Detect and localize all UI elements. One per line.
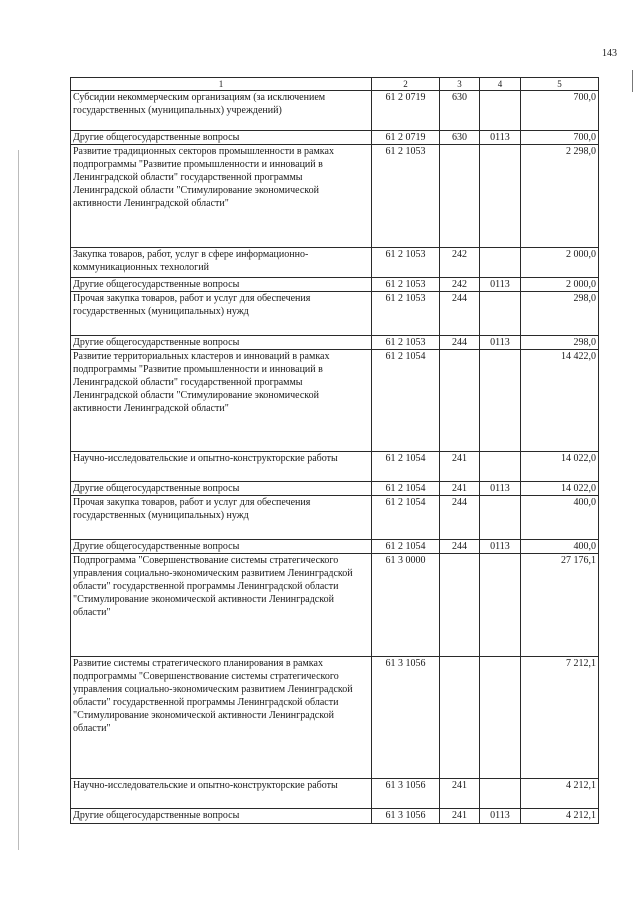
cell-sum: 2 000,0 (521, 248, 599, 278)
table-row (71, 91, 599, 131)
cell-csr: 61 3 1056 (372, 657, 440, 779)
cell-vr: 242 (440, 278, 480, 292)
header-col-2: 2 (372, 78, 440, 91)
cell-csr: 61 2 1054 (372, 540, 440, 554)
page-number: 143 (602, 48, 617, 59)
cell-rz: 0113 (480, 809, 521, 824)
table-row (71, 657, 599, 779)
cell-csr: 61 3 0000 (372, 554, 440, 657)
budget-table (70, 77, 599, 824)
header-col-3: 3 (440, 78, 480, 91)
cell-name: Другие общегосударственные вопросы (71, 131, 372, 145)
cell-rz (480, 145, 521, 248)
cell-name: Прочая закупка товаров, работ и услуг для обеспечения государственных (муниципальных) нужд (71, 496, 372, 540)
cell-name: Другие общегосударственные вопросы (71, 336, 372, 350)
cell-rz (480, 91, 521, 131)
cell-vr: 244 (440, 336, 480, 350)
header-col-1: 1 (71, 78, 372, 91)
table-row (71, 350, 599, 452)
cell-sum: 4 212,1 (521, 779, 599, 809)
table-row (71, 540, 599, 554)
cell-vr: 241 (440, 809, 480, 824)
cell-vr: 241 (440, 482, 480, 496)
cell-csr: 61 2 1053 (372, 248, 440, 278)
cell-name: Подпрограмма "Совершенствование системы стратегического управления социально-экономическим развитием Ленинградской области" государственной программы Ленинградской области "Стимулирование экономической активности Ленинградской области" (71, 554, 372, 657)
cell-csr: 61 2 0719 (372, 131, 440, 145)
cell-name: Закупка товаров, работ, услуг в сфере информационно-коммуникационных технологий (71, 248, 372, 278)
cell-csr: 61 2 1054 (372, 350, 440, 452)
cell-csr: 61 2 1054 (372, 452, 440, 482)
cell-sum: 400,0 (521, 540, 599, 554)
table-row (71, 131, 599, 145)
cell-vr: 630 (440, 131, 480, 145)
cell-vr: 244 (440, 292, 480, 336)
cell-name: Другие общегосударственные вопросы (71, 482, 372, 496)
cell-sum: 298,0 (521, 292, 599, 336)
cell-name: Другие общегосударственные вопросы (71, 540, 372, 554)
cell-csr: 61 2 0719 (372, 91, 440, 131)
cell-rz (480, 554, 521, 657)
cell-sum: 298,0 (521, 336, 599, 350)
cell-rz (480, 657, 521, 779)
cell-vr: 241 (440, 452, 480, 482)
cell-sum: 7 212,1 (521, 657, 599, 779)
table-row (71, 779, 599, 809)
cell-rz (480, 496, 521, 540)
cell-vr: 630 (440, 91, 480, 131)
cell-rz (480, 779, 521, 809)
table-row (71, 248, 599, 278)
cell-vr: 244 (440, 496, 480, 540)
cell-name: Научно-исследовательские и опытно-конструкторские работы (71, 779, 372, 809)
cell-sum: 4 212,1 (521, 809, 599, 824)
cell-name: Научно-исследовательские и опытно-конструкторские работы (71, 452, 372, 482)
cell-rz: 0113 (480, 482, 521, 496)
cell-name: Субсидии некоммерческим организациям (за исключением государственных (муниципальных) учреждений) (71, 91, 372, 131)
cell-name: Другие общегосударственные вопросы (71, 278, 372, 292)
table-row (71, 145, 599, 248)
cell-csr: 61 2 1053 (372, 336, 440, 350)
cell-csr: 61 2 1053 (372, 278, 440, 292)
table-row (71, 482, 599, 496)
table-row (71, 452, 599, 482)
cell-sum: 27 176,1 (521, 554, 599, 657)
table-row (71, 292, 599, 336)
header-col-4: 4 (480, 78, 521, 91)
cell-rz (480, 452, 521, 482)
table-row (71, 496, 599, 540)
table-row (71, 554, 599, 657)
cell-rz (480, 350, 521, 452)
cell-rz: 0113 (480, 540, 521, 554)
cell-vr (440, 350, 480, 452)
cell-rz: 0113 (480, 131, 521, 145)
cell-vr: 241 (440, 779, 480, 809)
cell-sum: 700,0 (521, 131, 599, 145)
cell-csr: 61 2 1054 (372, 482, 440, 496)
cell-csr: 61 2 1053 (372, 292, 440, 336)
cell-vr (440, 554, 480, 657)
cell-rz (480, 248, 521, 278)
table-body (71, 91, 599, 824)
table-header (71, 78, 599, 91)
header-col-5: 5 (521, 78, 599, 91)
table-row (71, 336, 599, 350)
cell-sum: 2 298,0 (521, 145, 599, 248)
cell-sum: 14 022,0 (521, 452, 599, 482)
cell-name: Развитие традиционных секторов промышленности в рамках подпрограммы "Развитие промышленности и инноваций в Ленинградской области" государственной программы Ленинградской области "Стимулирование экономической активности Ленинградской области" (71, 145, 372, 248)
scan-edge-mark (632, 70, 633, 92)
cell-rz (480, 292, 521, 336)
cell-rz: 0113 (480, 278, 521, 292)
cell-name: Развитие системы стратегического планирования в рамках подпрограммы "Совершенствование системы стратегического управления социально-экономическим развитием Ленинградской области" государственной программы Ленинградской области "Стимулирование экономической активности Ленинградской области" (71, 657, 372, 779)
cell-name: Прочая закупка товаров, работ и услуг для обеспечения государственных (муниципальных) нужд (71, 292, 372, 336)
cell-csr: 61 3 1056 (372, 779, 440, 809)
header-row (71, 78, 599, 91)
table-row (71, 809, 599, 824)
scan-edge-mark (18, 150, 19, 850)
cell-sum: 14 422,0 (521, 350, 599, 452)
cell-vr: 244 (440, 540, 480, 554)
cell-vr (440, 145, 480, 248)
cell-csr: 61 2 1053 (372, 145, 440, 248)
cell-vr (440, 657, 480, 779)
cell-csr: 61 3 1056 (372, 809, 440, 824)
table-row (71, 278, 599, 292)
cell-sum: 2 000,0 (521, 278, 599, 292)
cell-csr: 61 2 1054 (372, 496, 440, 540)
cell-sum: 14 022,0 (521, 482, 599, 496)
cell-sum: 700,0 (521, 91, 599, 131)
cell-name: Другие общегосударственные вопросы (71, 809, 372, 824)
cell-name: Развитие территориальных кластеров и инноваций в рамках подпрограммы "Развитие промышленности и инноваций в Ленинградской области" государственной программы Ленинградской области "Стимулирование экономической активности Ленинградской области" (71, 350, 372, 452)
cell-vr: 242 (440, 248, 480, 278)
cell-rz: 0113 (480, 336, 521, 350)
cell-sum: 400,0 (521, 496, 599, 540)
